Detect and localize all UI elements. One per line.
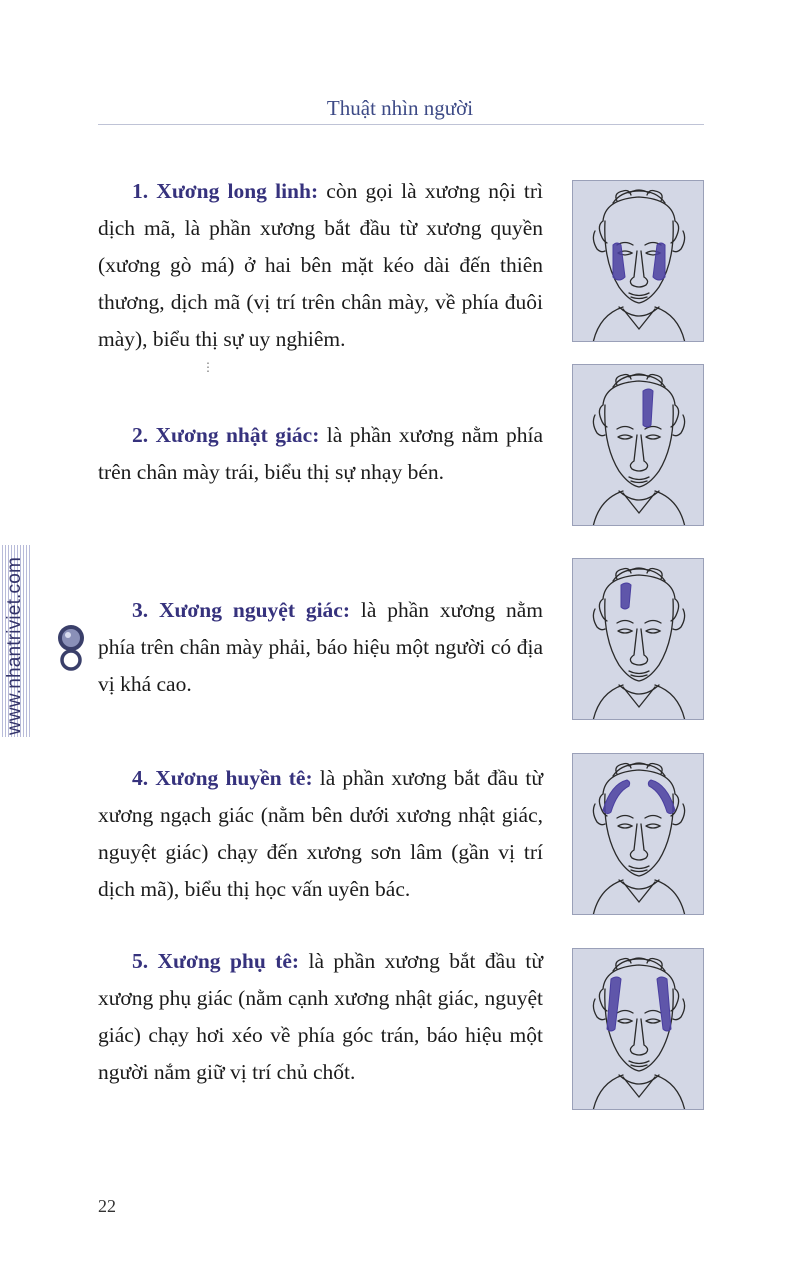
face-illustration-icon: [573, 949, 704, 1110]
entry-term: 2. Xương nhật giác:: [132, 423, 320, 447]
entry-text: còn gọi là xương nội trì dịch mã, là phần xương bắt đầu từ xương quyền (xương gò má) ở hai bên mặt kéo dài đến thiên thương, dịch mã (vị trí trên chân mày, về phía đuôi mày), biểu thị sự uy nghiêm.: [98, 179, 543, 351]
face-illustration-icon: [573, 365, 704, 526]
entry-text: là phần xương bắt đầu từ xương ngạch giác (nằm bên dưới xương nhật giác, nguyệt giác) chạy đến xương sơn lâm (gần vị trí dịch mã), biểu thị học vấn uyên bác.: [98, 766, 543, 901]
highlight-region: [603, 780, 675, 814]
entry-text: là phần xương bắt đầu từ xương phụ giác (nằm cạnh xương nhật giác, nguyệt giác) chạy hơi xéo về phía góc trán, báo hiệu một người nắm giữ vị trí chủ chốt.: [98, 949, 543, 1084]
print-speck: ⋮: [202, 360, 214, 374]
face-illustration-icon: [573, 754, 704, 915]
face-figure-huyen-te: [572, 753, 704, 915]
entry-text: là phần xương nằm phía trên chân mày phải, báo hiệu một người có địa vị khá cao.: [98, 598, 543, 696]
highlight-region: [643, 389, 653, 427]
entry-term: 5. Xương phụ tê:: [132, 949, 300, 973]
highlight-region: [607, 977, 671, 1031]
face-figure-long-linh: [572, 180, 704, 342]
face-figure-nguyet-giac: [572, 558, 704, 720]
entry-5: [98, 943, 543, 1091]
running-header: Thuật nhìn người: [326, 96, 474, 120]
page-number: 22: [98, 1196, 116, 1216]
face-figure-phu-te: [572, 948, 704, 1110]
entry-term: 1. Xương long linh:: [132, 179, 319, 203]
side-website-label: www.nhantriviet.com: [4, 556, 25, 735]
publisher-logo-icon: [55, 622, 87, 672]
entry-term: 4. Xương huyền tê:: [132, 766, 313, 790]
entry-text: là phần xương nằm phía trên chân mày trái, biểu thị sự nhạy bén.: [98, 423, 543, 484]
face-illustration-icon: [573, 559, 704, 720]
entry-4: [98, 760, 543, 908]
face-illustration-icon: [573, 181, 704, 342]
entry-2: [98, 417, 543, 491]
face-figure-nhat-giac: [572, 364, 704, 526]
highlight-region: [613, 243, 665, 280]
entry-term: 3. Xương nguyệt giác:: [132, 598, 350, 622]
header-rule: [98, 124, 704, 125]
entry-1: [98, 173, 543, 358]
entry-3: [98, 592, 543, 703]
highlight-region: [621, 583, 631, 609]
